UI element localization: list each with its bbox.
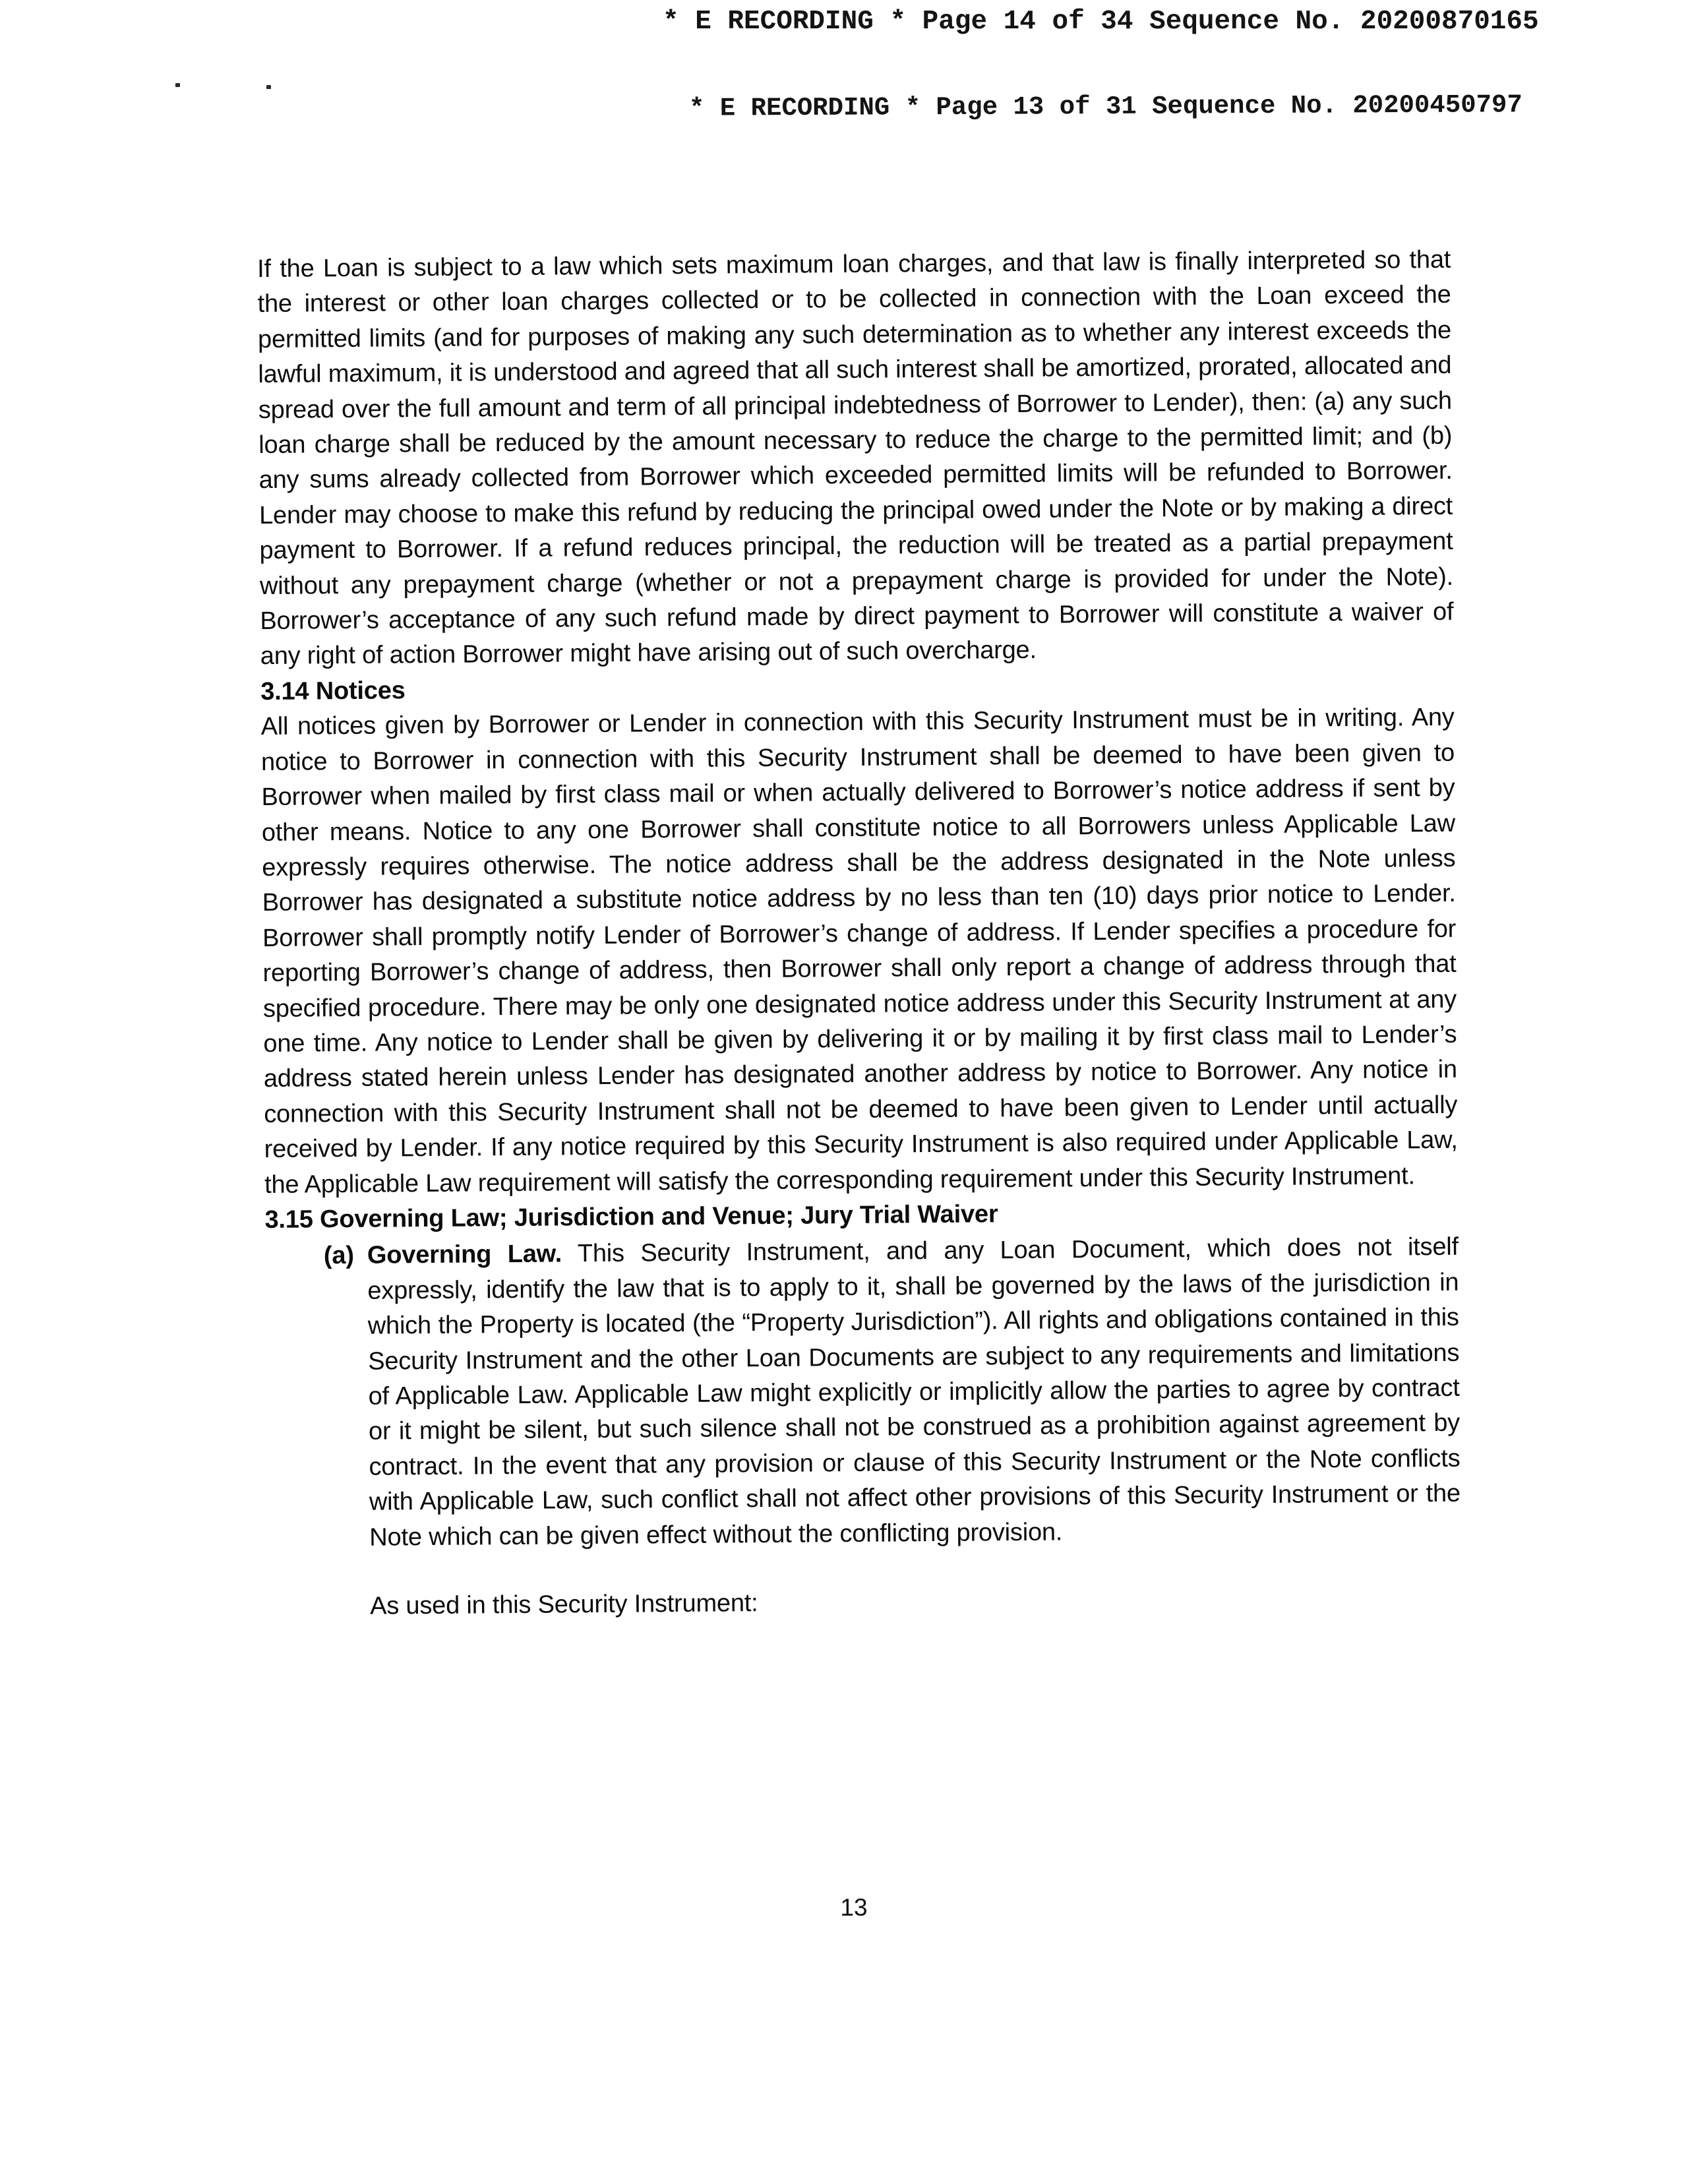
scan-artifact-dot bbox=[175, 83, 180, 87]
clause-title: Governing Law. bbox=[367, 1240, 562, 1270]
e-recording-stamp-second: * E RECORDING * Page 13 of 31 Sequence No. 20200450797 bbox=[688, 90, 1522, 123]
clause-text: This Security Instrument, and any Loan Document, which does not itself expressly, identify the law that is to apply to it, shall be governed by the laws of the jurisdiction in which the Property is located (the “Property Jurisdiction”). All rights and obligations contained in this Security Instrument and the other Loan Documents are subject to any requirements and limitations of Applicable Law. Applicable Law might explicitly or implicitly allow the parties to agree by contract or it might be silent, but such silence shall not be construed as a prohibition against agreement by contract. In the event that any provision or clause of this Security Instrument or the Note conflicts with Applicable Law, such conflict shall not affect other provisions of this Security Instrument or the Note which can be given effect without the conflicting provision. bbox=[367, 1233, 1461, 1552]
clause-governing-law-paragraph bbox=[367, 1230, 1461, 1556]
paragraph-loan-charges: If the Loan is subject to a law which sets maximum loan charges, and that law is finally interpreted so that the interest or other loan charges collected or to be collected in connection with the Loan exceed the permitted limits (and for purposes of making any such determination as to whether any interest exceeds the lawful maximum, it is understood and agreed that all such interest shall be amortized, prorated, allocated and spread over the full amount and term of all principal indebtedness of Borrower to Lender), then: (a) any such loan charge shall be reduced by the amount necessary to reduce the charge to the permitted limit; and (b) any sums already collected from Borrower which exceeded permitted limits will be refunded to Borrower. Lender may choose to make this refund by reducing the principal owed under the Note or by making a direct payment to Borrower. If a refund reduces principal, the reduction will be treated as a partial prepayment without any prepayment charge (whether or not a prepayment charge is provided for under the Note). Borrower’s acceptance of any such refund made by direct payment to Borrower will constitute a waiver of any right of action Borrower might have arising out of such overcharge. bbox=[257, 245, 1454, 671]
section-heading-notices: 3.14 Notices bbox=[260, 677, 406, 706]
paragraph-notices: All notices given by Borrower or Lender in connection with this Security Instrument must be in writing. Any notice to Borrower in connection with this Security Instrument shall be deemed to have been given to Borrower when mailed by first class mail or when actually delivered to Borrower’s notice address if sent by other means. Notice to any one Borrower shall constitute notice to all Borrowers unless Applicable Law expressly requires otherwise. The notice address shall be the address designated in the Note unless Borrower has designated a substitute notice address by no less than ten (10) days prior notice to Lender. Borrower shall promptly notify Lender of Borrower’s change of address. If Lender specifies a procedure for reporting Borrower’s change of address, then Borrower shall only report a change of address through that specified procedure. There may be only one designated notice address under this Security Instrument at any one time. Any notice to Lender shall be given by delivering it or by mailing it by first class mail to Lender’s address stated herein unless Lender has designated another address by notice to Borrower. Any notice in connection with this Security Instrument shall not be deemed to have been given to Lender until actually received by Lender. If any notice required by this Security Instrument is also required under Applicable Law, the Applicable Law requirement will satisfy the corresponding requirement under this Security Instrument. bbox=[260, 704, 1458, 1199]
closing-line: As used in this Security Instrument: bbox=[369, 1589, 758, 1620]
e-recording-stamp-top: * E RECORDING * Page 14 of 34 Sequence No. 20200870165 bbox=[663, 7, 1539, 37]
page-number: 13 bbox=[840, 1894, 868, 1921]
document-body bbox=[257, 243, 1461, 1625]
clause-letter-label: (a) bbox=[323, 1242, 354, 1270]
section-heading-governing-law: 3.15 Governing Law; Jurisdiction and Venue; Jury Trial Waiver bbox=[264, 1200, 998, 1234]
scan-artifact-dot bbox=[266, 85, 271, 89]
clause-governing-law bbox=[265, 1230, 1461, 1556]
